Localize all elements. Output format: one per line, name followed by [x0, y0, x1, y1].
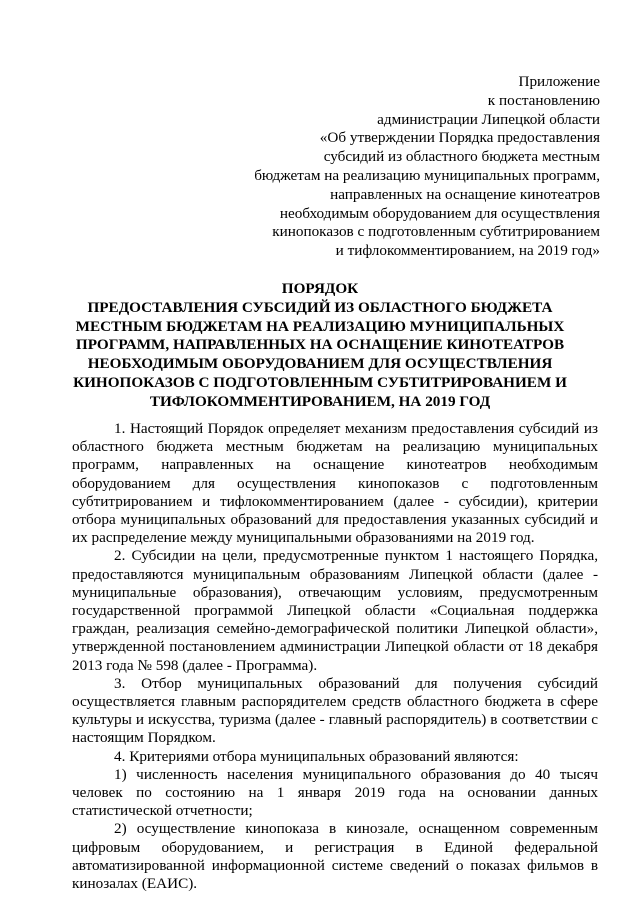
document-body [72, 420, 598, 893]
appendix-header [180, 73, 600, 261]
title-line: НЕОБХОДИМЫМ ОБОРУДОВАНИЕМ ДЛЯ ОСУЩЕСТВЛЕНИЯ [87, 355, 553, 373]
criterion-2: 2) осуществление кинопоказа в кинозале, оснащенном современным цифровым оборудованием, и регистрация в Единой федеральной автоматизированной информационной системе сведений о показах фильмов в кинозалах (ЕАИС). [72, 820, 598, 893]
title-line: ПРЕДОСТАВЛЕНИЯ СУБСИДИЙ ИЗ ОБЛАСТНОГО БЮДЖЕТА [87, 298, 553, 316]
title-line: ПОРЯДОК [281, 280, 359, 297]
appendix-line: необходимым оборудованием для осуществления [279, 204, 600, 222]
paragraph-3: 3. Отбор муниципальных образований для получения субсидий осуществляется главным распорядителем средств областного бюджета в сфере культуры и искусства, туризма (далее - главный распорядитель) в соответствии с настоящим Порядком. [72, 674, 598, 747]
paragraph-2: 2. Субсидии на цели, предусмотренные пунктом 1 настоящего Порядка, предоставляются муниципальным образованиям Липецкой области (далее - муниципальные образования), отвечающим условиям, предусмотренным государственной программой Липецкой области «Социальная поддержка граждан, реализация семейно-демографической политики Липецкой области», утвержденной постановлением администрации Липецкой области от 18 декабря 2013 года № 598 (далее - Программа). [72, 547, 598, 674]
title-line: КИНОПОКАЗОВ С ПОДГОТОВЛЕННЫМ СУБТИТРИРОВАНИЕМ И [73, 373, 567, 391]
appendix-line: направленных на оснащение кинотеатров [330, 185, 600, 203]
appendix-line: и тифлокомментированием, на 2019 год» [335, 242, 600, 260]
paragraph-4: 4. Критериями отбора муниципальных образований являются: [114, 747, 519, 765]
appendix-line: бюджетам на реализацию муниципальных программ, [254, 166, 600, 184]
paragraph-1: 1. Настоящий Порядок определяет механизм предоставления субсидий из областного бюджета местным бюджетам на реализацию муниципальных программ, направленных на оснащение кинотеатров необходимым оборудованием для осуществления кинопоказов с подготовленным субтитрированием и тифлокомментированием (далее - субсидии), критерии отбора муниципальных образований для предоставления указанных субсидий и их распределение между муниципальными образованиями на 2019 год. [72, 420, 598, 547]
document-title [50, 280, 590, 412]
title-line: МЕСТНЫМ БЮДЖЕТАМ НА РЕАЛИЗАЦИЮ МУНИЦИПАЛЬНЫХ [75, 317, 565, 335]
appendix-line: Приложение [518, 73, 600, 90]
title-line: ТИФЛОКОММЕНТИРОВАНИЕМ, НА 2019 ГОД [149, 392, 491, 410]
criterion-1: 1) численность населения муниципального образования до 40 тысяч человек по состоянию на 1 января 2019 года на основании данных статистической отчетности; [72, 765, 598, 820]
appendix-line: субсидий из областного бюджета местным [323, 148, 600, 166]
appendix-line: к постановлению [487, 91, 600, 109]
appendix-line: «Об утверждении Порядка предоставления [319, 129, 600, 147]
title-line: ПРОГРАММ, НАПРАВЛЕННЫХ НА ОСНАЩЕНИЕ КИНОТЕАТРОВ [75, 336, 565, 354]
appendix-line: кинопоказов с подготовленным субтитрированием [272, 223, 600, 241]
appendix-line: администрации Липецкой области [377, 110, 600, 128]
